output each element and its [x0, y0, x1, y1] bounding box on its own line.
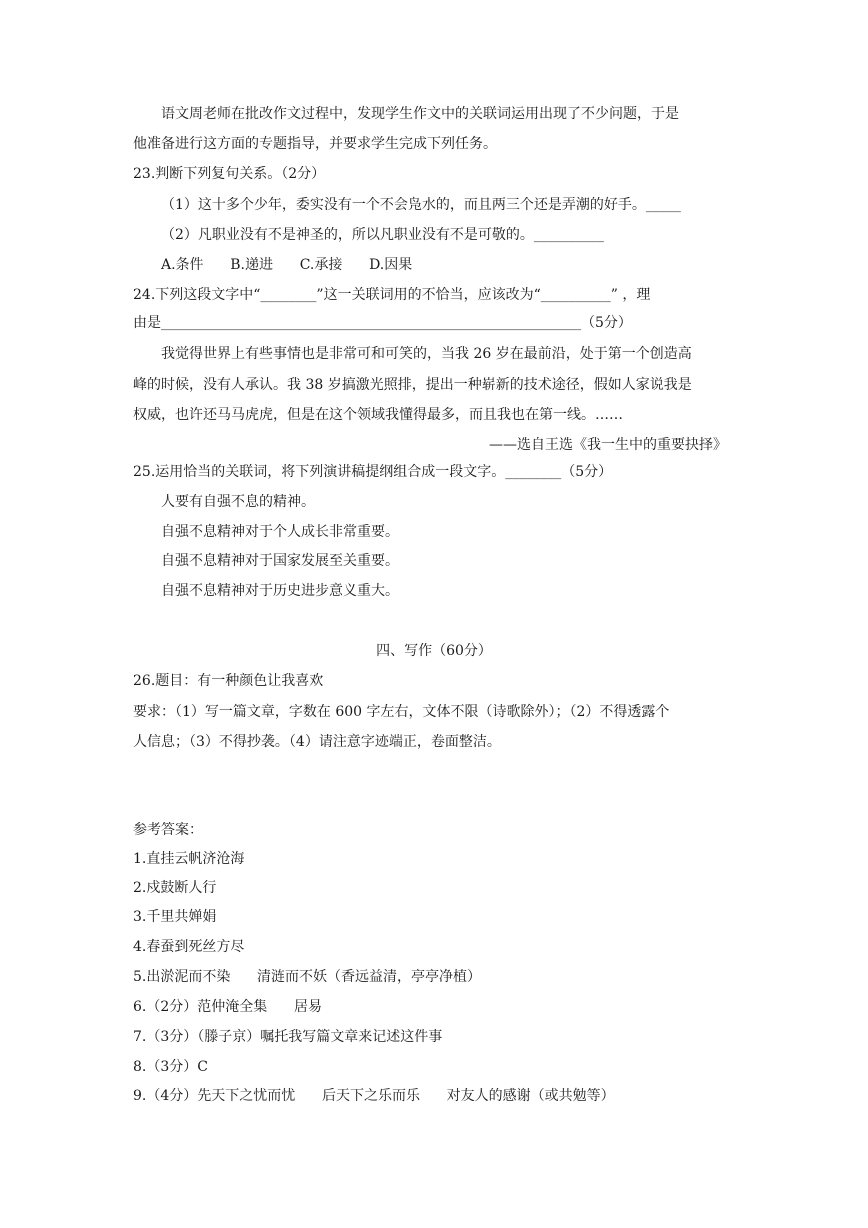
answers-heading: 参考答案：	[133, 822, 203, 838]
outline-item: 自强不息精神对于国家发展至关重要。	[161, 553, 399, 569]
answer-item: 3.千里共婵娟	[133, 909, 217, 925]
passage-source: ——选自王选《我一生中的重要抉择》	[489, 437, 727, 453]
question-24-line-1: 24.下列这段文字中“________”这一关联词用的不恰当，应该改为“__________” ，理	[133, 287, 651, 303]
passage-line-2: 峰的时候，没有人承认。我 38 岁搞激光照排，提出一种崭新的技术途径，假如人家说我是	[133, 377, 692, 393]
outline-item: 人要有自强不息的精神。	[161, 494, 315, 510]
passage-line-1: 我觉得世界上有些事情也是非常可和可笑的，当我 26 岁在最前沿，处于第一个创造高	[161, 346, 692, 362]
answer-item: 5.出淤泥而不染 清涟而不妖（香远益清，亭亭净植）	[133, 969, 482, 985]
question-23-options: A.条件 B.递进 C.承接 D.因果	[161, 257, 413, 273]
question-24-line-2: 由是____________________________________________________________（5分）	[133, 315, 632, 331]
question-26-requirements-1: 要求：（1）写一篇文章，字数在 600 字左右，文体不限（诗歌除外）；（2）不得透露个	[133, 704, 670, 720]
intro-line-1: 语文周老师在批改作文过程中，发现学生作文中的关联词运用出现了不少问题，于是	[161, 106, 679, 122]
question-26-title: 26.题目：有一种颜色让我喜欢	[133, 673, 324, 689]
outline-item: 自强不息精神对于个人成长非常重要。	[161, 524, 399, 540]
answer-item: 8.（3分）C	[133, 1059, 208, 1075]
question-23-item-2: （2）凡职业没有不是神圣的，所以凡职业没有不是可敬的。__________	[161, 227, 604, 243]
question-25-title: 25.运用恰当的关联词，将下列演讲稿提纲组合成一段文字。________（5分）	[133, 464, 613, 480]
answer-item: 4.春蚕到死丝方尽	[133, 939, 245, 955]
answer-item: 9.（4分）先天下之忧而忧 后天下之乐而乐 对友人的感谢（或共勉等）	[133, 1088, 615, 1104]
question-23-item-1: （1）这十多个少年，委实没有一个不会凫水的，而且两三个还是弄潮的好手。_____	[161, 197, 681, 213]
question-23-title: 23.判断下列复句关系。（2分）	[133, 166, 326, 182]
question-26-requirements-2: 人信息；（3）不得抄袭。（4）请注意字迹端正，卷面整洁。	[133, 734, 501, 750]
outline-item: 自强不息精神对于历史进步意义重大。	[161, 583, 399, 599]
answer-item: 2.戍鼓断人行	[133, 880, 217, 896]
answer-item: 1.直挂云帆济沧海	[133, 851, 245, 867]
passage-line-3: 权威，也许还马马虎虎，但是在这个领域我懂得最多，而且我也在第一线。……	[133, 407, 623, 423]
intro-line-2: 他准备进行这方面的专题指导，并要求学生完成下列任务。	[133, 136, 497, 152]
answer-item: 7.（3分）（滕子京）嘱托我写篇文章来记述这件事	[133, 1029, 443, 1045]
answer-item: 6.（2分）范仲淹全集 居易	[133, 999, 322, 1015]
section-heading: 四、写作（60分）	[376, 643, 492, 659]
